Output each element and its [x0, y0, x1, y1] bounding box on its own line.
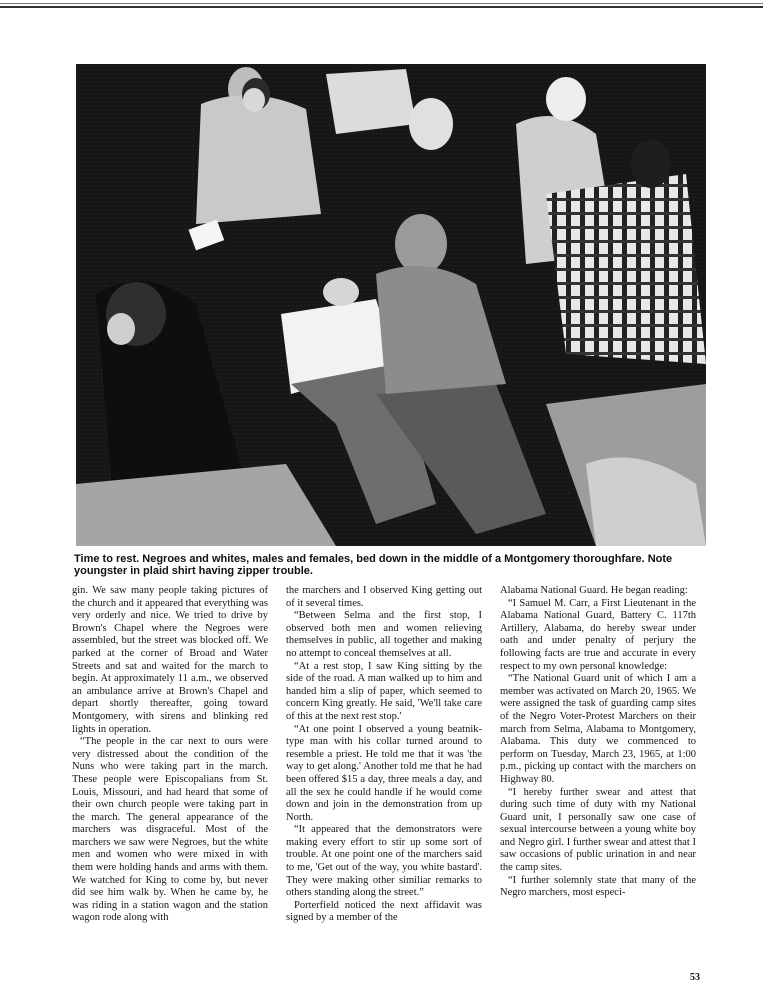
photo-caption: Time to rest. Negroes and whites, males and females, bed down in the middle of a Montgomery thoroughfare. Note youngster in plaid shirt having zipper trouble.: [74, 553, 673, 577]
paragraph: “I hereby further swear and attest that during such time of duty with my National Guard unit, I personally saw one case of sexual intercourse between a young white boy and Negro girl. I further swear and attest that I saw occasions of public urination in and near the camp sites.: [500, 786, 696, 874]
header-rule: [0, 6, 763, 8]
page-number: 53: [690, 972, 700, 983]
paragraph: “It appeared that the demonstrators were making every effort to stir up some sort of trouble. At one point one of the marchers said to me, 'Get out of the way, you white bastard'. They were making other similiar remarks to others standing along the street.”: [286, 824, 482, 899]
paragraph: “I Samuel M. Carr, a First Lieutenant in the Alabama National Guard, Battery C. 117th Artillery, Alabama, do hereby swear under oath and under penalty of perjury the following facts are true and accurate in every respect to my own personal knowledge:: [500, 597, 696, 672]
paragraph: Alabama National Guard. He began reading:: [500, 585, 688, 596]
photograph-illustration: [76, 64, 706, 546]
text-column-1: [72, 585, 268, 975]
paragraph: “At one point I observed a young beatnik-type man with his collar turned around to resemble a priest. He told me that it was 'the way to get along.' Another told me that he had been offered $15 a day, three meals a day, and all the sex he could handle if he would come down and join in the demonstration from up North.: [286, 723, 482, 823]
paragraph: “Between Selma and the first stop, I observed both men and women relieving themselves in public, all together and making no attempt to conceal themselves at all.: [286, 610, 482, 659]
paragraph: gin. We saw many people taking pictures of the church and it appeared that everything was very orderly and nice. We tried to drive by Brown's Chapel where the Negroes were assembled, but the street was blocked off. We parked at the corner of Broad and Water Streets and sat and waited for the march to begin. At approximately 11 a.m., we observed an ambulance arrive at Brown's Chapel and depart shortly thereafter, going toward Montgomery, with sirens and blinking red lights in operation.: [72, 585, 268, 735]
text-column-2: [286, 585, 482, 975]
paragraph: “The people in the car next to ours were very distressed about the condition of the Nuns who were taking part in the march. These people were Episcopalians from St. Louis, Missouri, and had heard that some of their own church people were taking part in the march. The general appearance of the marchers was disgraceful. Most of the marchers we saw were Negroes, but the white men and women who were mixed in with them were holding hands and arms with them. We watched for King to come by, but never did see him walk by. When he came by, he was riding in a station wagon and the station wagon rode along with: [72, 736, 268, 924]
header-rule-thin: [0, 3, 763, 4]
paragraph: “At a rest stop, I saw King sitting by the side of the road. A man walked up to him and handed him a slip of paper, which seemed to concern King greatly. He said, 'We'll take care of this at the next rest stop.': [286, 660, 482, 722]
paragraph: “The National Guard unit of which I am a member was activated on March 20, 1965. We were assigned the task of guarding camp sites of the Negro Voter-Protest Marchers on their march from Selma, Alabama to Montgomery, Alabama. This duty we commenced to perform on Tuesday, March 23, 1965, at 1:00 p.m., picking up contact with the marchers on Highway 80.: [500, 673, 696, 785]
paragraph: “I further solemnly state that many of the Negro marchers, most especi-: [500, 874, 696, 899]
paragraph: the marchers and I observed King getting out of it several times.: [286, 585, 482, 609]
paragraph: Porterfield noticed the next affidavit was signed by a member of the: [286, 899, 482, 924]
photograph-resting-marchers: [76, 64, 706, 546]
text-column-3: [500, 585, 696, 975]
